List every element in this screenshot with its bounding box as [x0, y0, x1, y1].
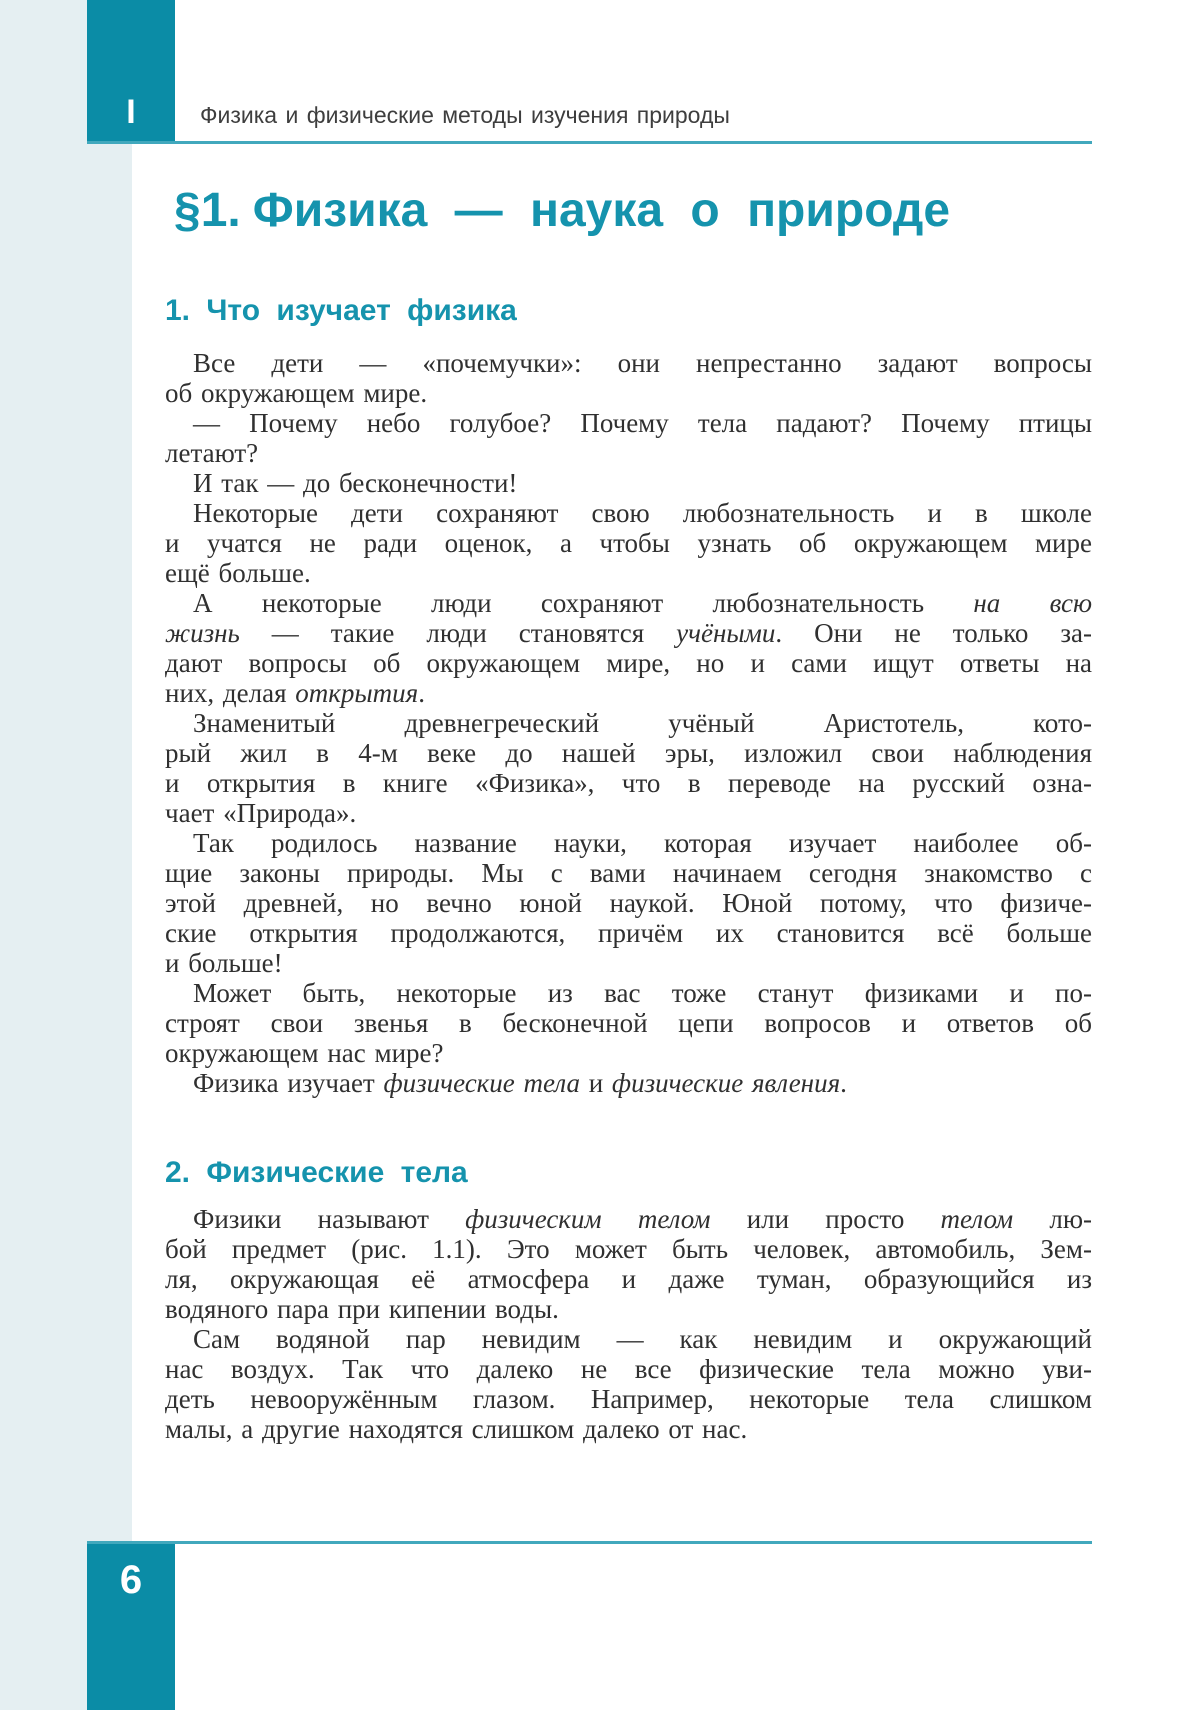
body-line: и открытия в книге «Физика», что в переводе на русский озна- — [165, 768, 1092, 798]
paragraph-number: §1. — [174, 184, 241, 237]
body-line: жизнь — такие люди становятся учёными. Они не только за- — [165, 618, 1093, 648]
part-tab — [87, 0, 175, 143]
body-line: деть невооружённым глазом. Например, некоторые тела слишком — [165, 1384, 1092, 1414]
body-line: Некоторые дети сохраняют свою любознательность и в школе — [193, 498, 1092, 528]
body-line: Так родилось название науки, которая изучает наиболее об- — [193, 828, 1092, 858]
paragraph-title — [174, 186, 950, 236]
body-line: А некоторые люди сохраняют любознательность на всю — [193, 588, 1093, 618]
body-line: об окружающем мире. — [165, 378, 428, 408]
paragraph — [165, 408, 1092, 468]
body-line: нас воздух. Так что далеко не все физические тела можно уви- — [165, 1354, 1092, 1384]
left-margin-strip — [0, 0, 132, 1710]
body-line: И так — до бесконечности! — [193, 468, 518, 498]
body-line: чает «Природа». — [165, 798, 357, 828]
paragraph-title-text: Физика — наука о природе — [252, 184, 951, 237]
body-line: водяного пара при кипении воды. — [165, 1294, 559, 1324]
paragraph — [165, 1068, 1092, 1098]
body-line: — Почему небо голубое? Почему тела падают? Почему птицы — [193, 408, 1092, 438]
paragraph — [165, 1324, 1092, 1444]
body-line: рый жил в 4-м веке до нашей эры, изложил свои наблюдения — [165, 738, 1092, 768]
paragraph — [165, 978, 1092, 1068]
body-line: Физики называют физическим телом или просто телом лю- — [193, 1204, 1093, 1234]
header-rule — [87, 141, 1092, 144]
body-line: Сам водяной пар невидим — как невидим и окружающий — [193, 1324, 1092, 1354]
body-line: этой древней, но вечно юной наукой. Юной потому, что физиче- — [165, 888, 1092, 918]
paragraph — [165, 498, 1092, 588]
body-line: Физика изучает физические тела и физические явления. — [193, 1068, 847, 1098]
body-line: летают? — [165, 438, 259, 468]
body-line: ещё больше. — [165, 558, 311, 588]
page-number: 6 — [119, 1558, 143, 1602]
paragraph — [165, 348, 1092, 408]
paragraph — [165, 1204, 1092, 1324]
body-line: и больше! — [165, 948, 283, 978]
body-line: малы, а другие находятся слишком далеко от нас. — [165, 1414, 748, 1444]
section-heading-2: 2. Физические тела — [165, 1156, 468, 1189]
paragraph — [165, 588, 1092, 708]
body-line: Все дети — «почемучки»: они непрестанно задают вопросы — [193, 348, 1092, 378]
body-line: ские открытия продолжаются, причём их становится всё больше — [165, 918, 1092, 948]
body-line: ля, окружающая её атмосфера и даже туман, образующийся из — [165, 1264, 1092, 1294]
body-line: строят свои звенья в бесконечной цепи вопросов и ответов об — [165, 1008, 1092, 1038]
body-line: щие законы природы. Мы с вами начинаем сегодня знакомство с — [165, 858, 1092, 888]
body-line: них, делая открытия. — [165, 678, 425, 708]
body-line: окружающем нас мире? — [165, 1038, 444, 1068]
body-line: дают вопросы об окружающем мире, но и сами ищут ответы на — [165, 648, 1092, 678]
page-number-tab — [87, 1544, 175, 1710]
paragraph — [165, 828, 1092, 978]
body-line: Знаменитый древнегреческий учёный Аристотель, кото- — [193, 708, 1092, 738]
part-label: I — [126, 93, 136, 131]
running-header: Физика и физические методы изучения природы — [200, 102, 730, 128]
footer-rule — [87, 1541, 1092, 1544]
paragraph — [165, 468, 1092, 498]
body-line: Может быть, некоторые из вас тоже станут физиками и по- — [193, 978, 1092, 1008]
paragraph — [165, 708, 1092, 828]
section-heading-1: 1. Что изучает физика — [165, 294, 517, 327]
body-line: и учатся не ради оценок, а чтобы узнать об окружающем мире — [165, 528, 1092, 558]
body-line: бой предмет (рис. 1.1). Это может быть человек, автомобиль, Зем- — [165, 1234, 1092, 1264]
content-column — [165, 294, 1092, 1444]
